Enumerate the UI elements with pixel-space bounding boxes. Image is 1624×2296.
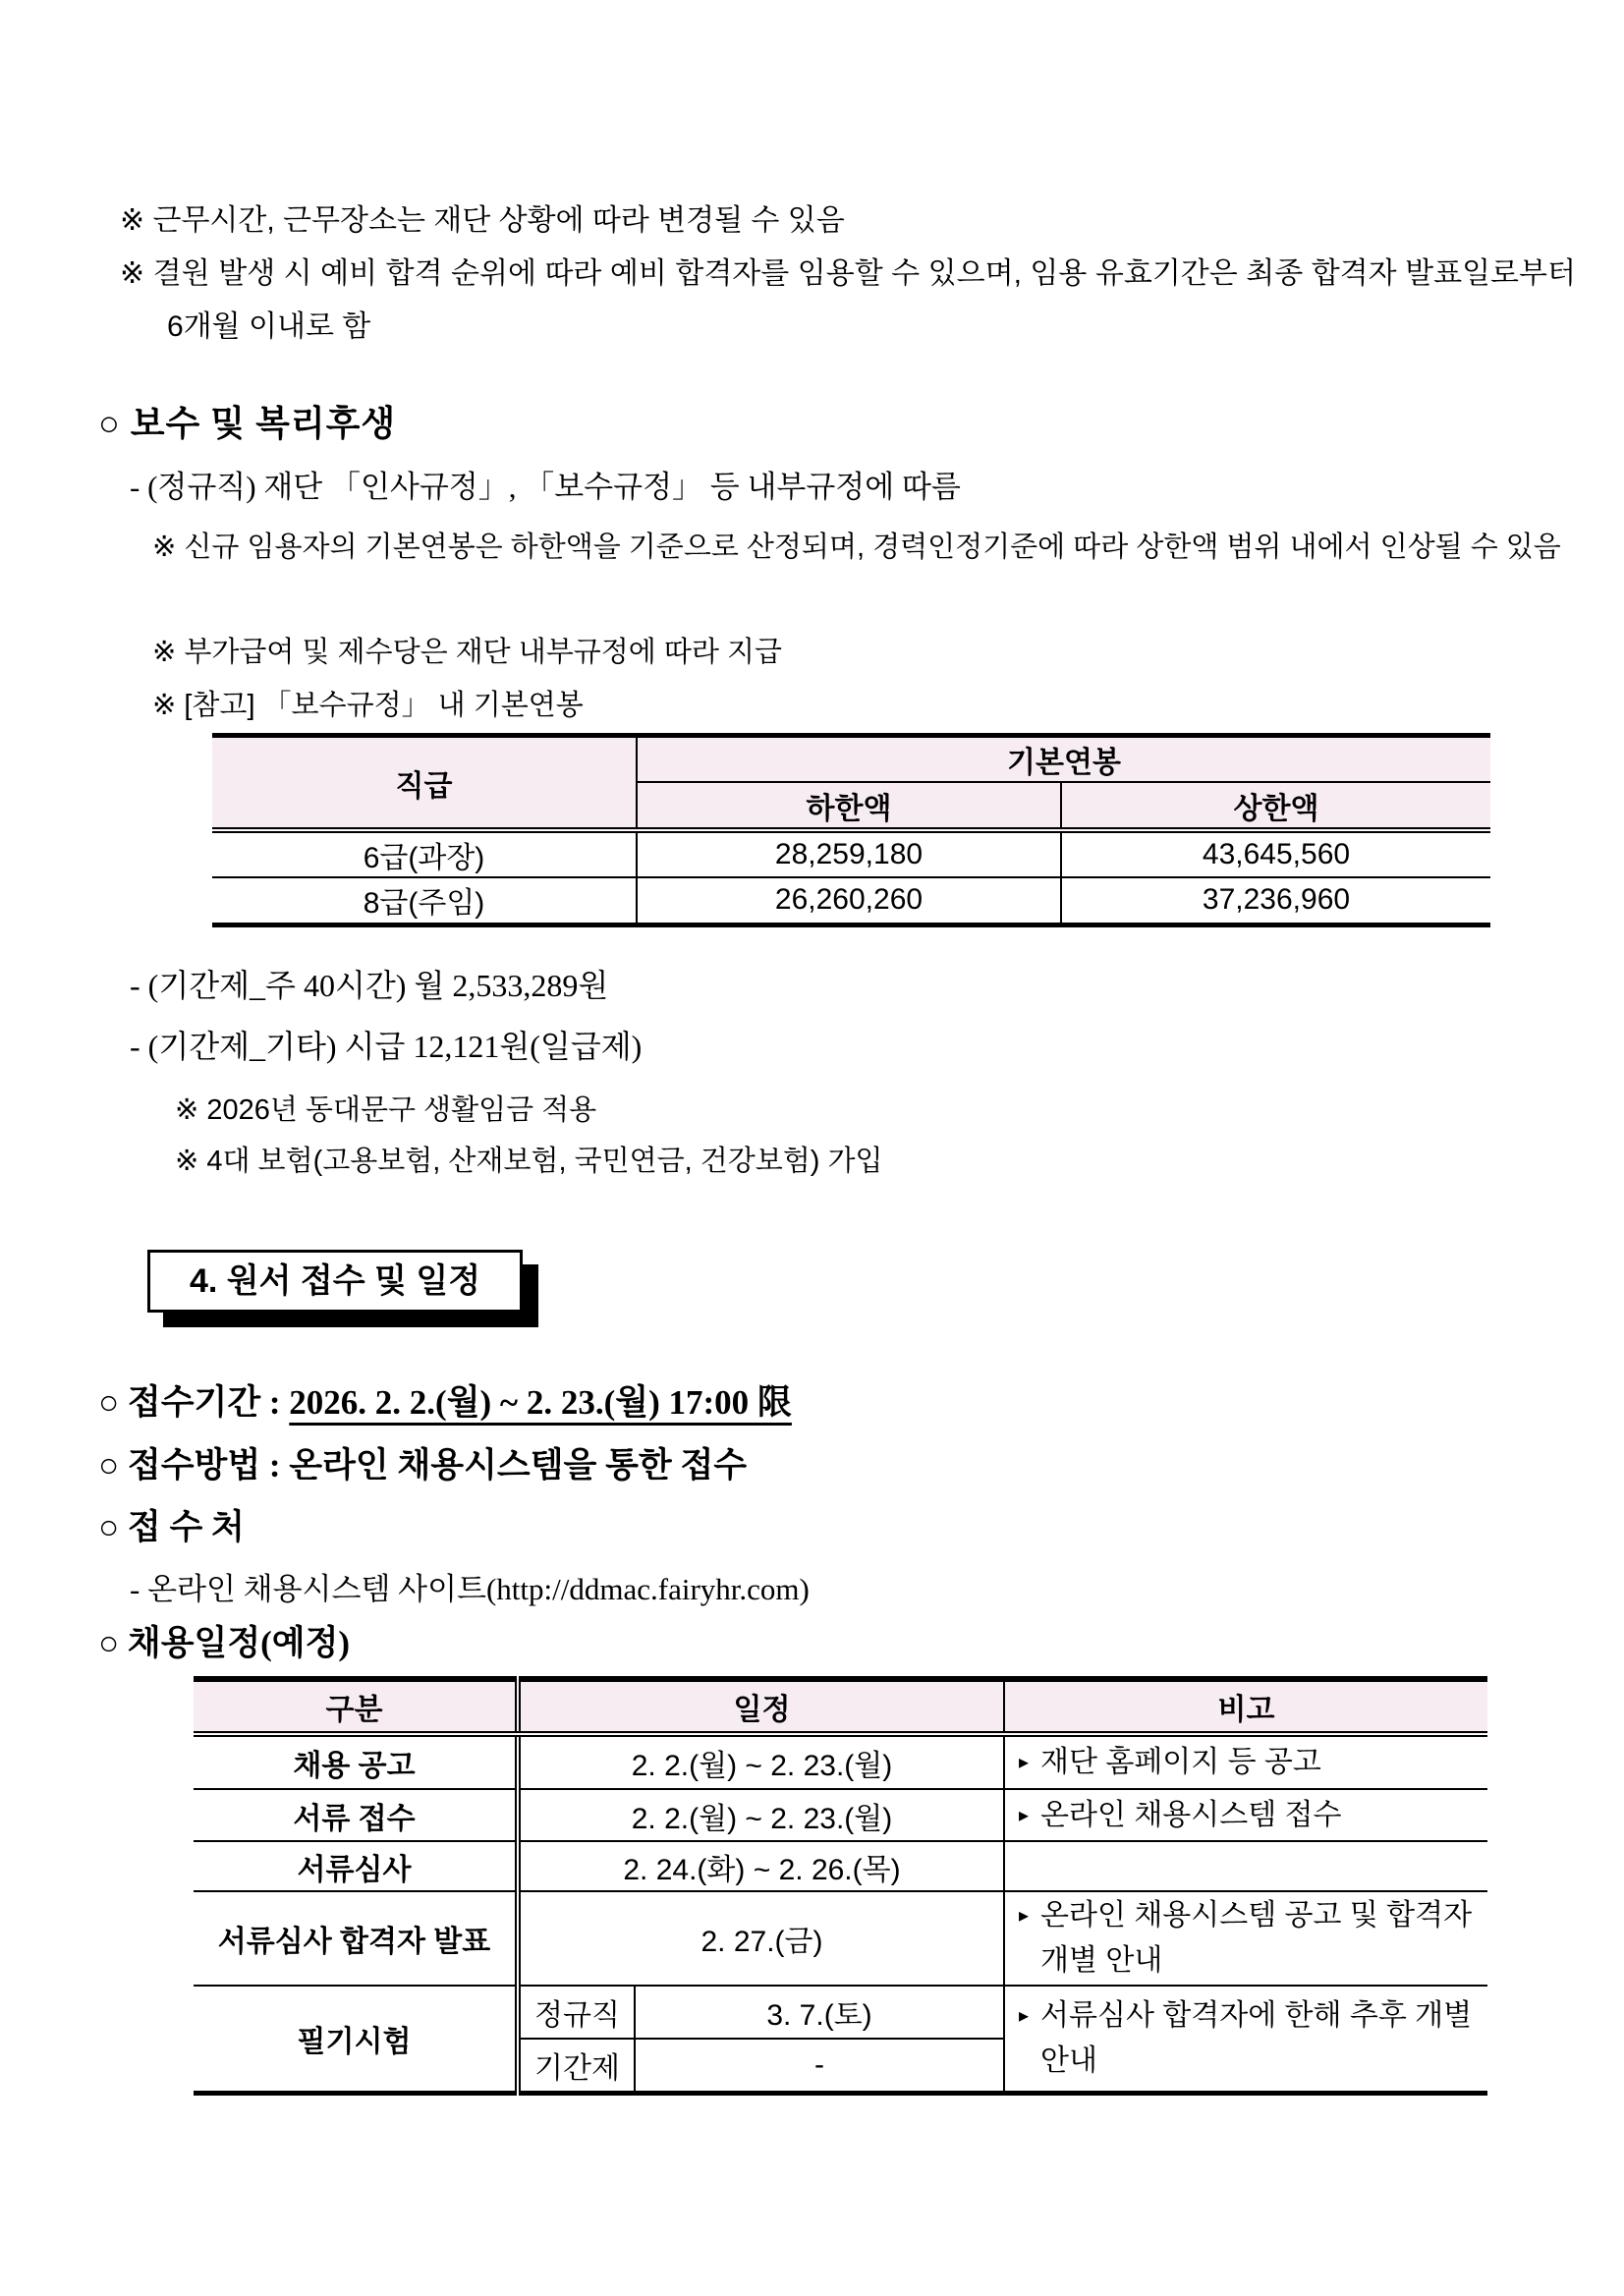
table-cell: 26,260,260	[637, 877, 1061, 924]
salary-header-min: 하한액	[637, 782, 1061, 830]
salary-header-grade: 직급	[212, 736, 637, 831]
table-cell: 필기시험	[194, 1986, 518, 2094]
table-header-row	[194, 1679, 1487, 1734]
table-row	[194, 1986, 1487, 2094]
exam-type-label: 기간제	[521, 2038, 634, 2091]
schedule-heading: ○ 채용일정(예정)	[98, 1624, 351, 1662]
note-work-conditions: ※ 근무시간, 근무장소는 재단 상황에 따라 변경될 수 있음	[120, 204, 845, 237]
remark-text: 재단 홈페이지 등 공고	[1040, 1746, 1321, 1778]
application-period-line	[98, 1375, 792, 1425]
table-row	[194, 1789, 1487, 1841]
application-method-line: ○ 접수방법 : 온라인 채용시스템을 통한 접수	[98, 1446, 748, 1484]
table-cell	[1004, 1841, 1487, 1891]
table-cell: 채용 공고	[194, 1734, 518, 1789]
application-period-label: ○ 접수기간 :	[98, 1383, 290, 1422]
table-cell: 서류심사	[194, 1841, 518, 1891]
table-cell: 6급(과장)	[212, 830, 637, 877]
compensation-heading: ○ 보수 및 복리후생	[98, 404, 397, 443]
triangle-bullet-icon: ▸	[1019, 1752, 1030, 1773]
section-4-title: 4. 원서 접수 및 일정	[190, 1262, 481, 1300]
note-reference: ※ [참고] 「보수규정」 내 기본연봉	[152, 690, 584, 721]
application-office-item: - 온라인 채용시스템 사이트(http://ddmac.fairyhr.com)	[130, 1572, 810, 1606]
note-vacancy: ※ 결원 발생 시 예비 합격 순위에 따라 예비 합격자를 임용할 수 있으며, 임용 유효기간은 최종 합격자 발표일로부터 6개월 이내로 함	[120, 257, 1576, 343]
section-4-title-box	[147, 1250, 523, 1313]
exam-date: 3. 7.(토)	[634, 1987, 1003, 2038]
application-office-heading: ○ 접 수 처	[98, 1508, 245, 1546]
table-cell	[1004, 1789, 1487, 1841]
note-allowance: ※ 부가급여 및 제수당은 재단 내부규정에 따라 지급	[152, 637, 782, 668]
note-base-salary: ※ 신규 임용자의 기본연봉은 하한액을 기준으로 산정되며, 경력인정기준에 따라 상한액 범위 내에서 인상될 수 있음	[152, 532, 1561, 563]
table-row	[212, 830, 1490, 877]
table-cell: 43,645,560	[1061, 830, 1490, 877]
remark-text: 온라인 채용시스템 접수	[1040, 1798, 1342, 1831]
remark-text: 서류심사 합격자에 한해 추후 개별 안내	[1040, 1999, 1473, 2077]
fixed-term-etc-item: - (기간제_기타) 시급 12,121원(일급제)	[130, 1029, 643, 1064]
table-cell: 서류 접수	[194, 1789, 518, 1841]
salary-header-base: 기본연봉	[637, 736, 1490, 783]
salary-header-max: 상한액	[1061, 782, 1490, 830]
triangle-bullet-icon: ▸	[1019, 1905, 1030, 1927]
note-insurance: ※ 4대 보험(고용보험, 산재보험, 국민연금, 건강보험) 가입	[175, 1146, 883, 1177]
table-cell: 37,236,960	[1061, 877, 1490, 924]
table-cell: 서류심사 합격자 발표	[194, 1891, 518, 1986]
table-cell	[1004, 1734, 1487, 1789]
table-cell-split	[518, 1986, 1004, 2094]
schedule-header-remark: 비고	[1004, 1679, 1487, 1734]
table-cell: 2. 2.(월) ~ 2. 23.(월)	[518, 1789, 1004, 1841]
table-row	[194, 1891, 1487, 1986]
application-period-value: 2026. 2. 2.(월) ~ 2. 23.(월) 17:00 限	[289, 1383, 792, 1422]
fixed-term-40h-item: - (기간제_주 40시간) 월 2,533,289원	[130, 968, 609, 1003]
triangle-bullet-icon: ▸	[1019, 2005, 1030, 2027]
schedule-header-category: 구분	[194, 1679, 518, 1734]
table-cell: 2. 2.(월) ~ 2. 23.(월)	[518, 1734, 1004, 1789]
table-row	[194, 1841, 1487, 1891]
schedule-header-schedule: 일정	[518, 1679, 1004, 1734]
table-cell: 28,259,180	[637, 830, 1061, 877]
base-salary-table	[212, 733, 1490, 927]
note-living-wage: ※ 2026년 동대문구 생활임금 적용	[175, 1094, 597, 1126]
table-cell: 8급(주임)	[212, 877, 637, 924]
exam-type-label: 정규직	[534, 1999, 620, 2032]
table-cell	[1004, 1986, 1487, 2094]
triangle-bullet-icon: ▸	[1019, 1804, 1030, 1826]
table-row	[194, 1734, 1487, 1789]
exam-date: -	[634, 2038, 1003, 2091]
table-cell	[1004, 1891, 1487, 1986]
table-row	[212, 877, 1490, 924]
table-cell: 2. 27.(금)	[518, 1891, 1004, 1986]
regular-pay-item: - (정규직) 재단 「인사규정」, 「보수규정」 등 내부규정에 따름	[130, 470, 961, 504]
table-cell: 2. 24.(화) ~ 2. 26.(목)	[518, 1841, 1004, 1891]
remark-text: 온라인 채용시스템 공고 및 합격자 개별 안내	[1040, 1899, 1473, 1977]
schedule-table	[194, 1676, 1487, 2096]
